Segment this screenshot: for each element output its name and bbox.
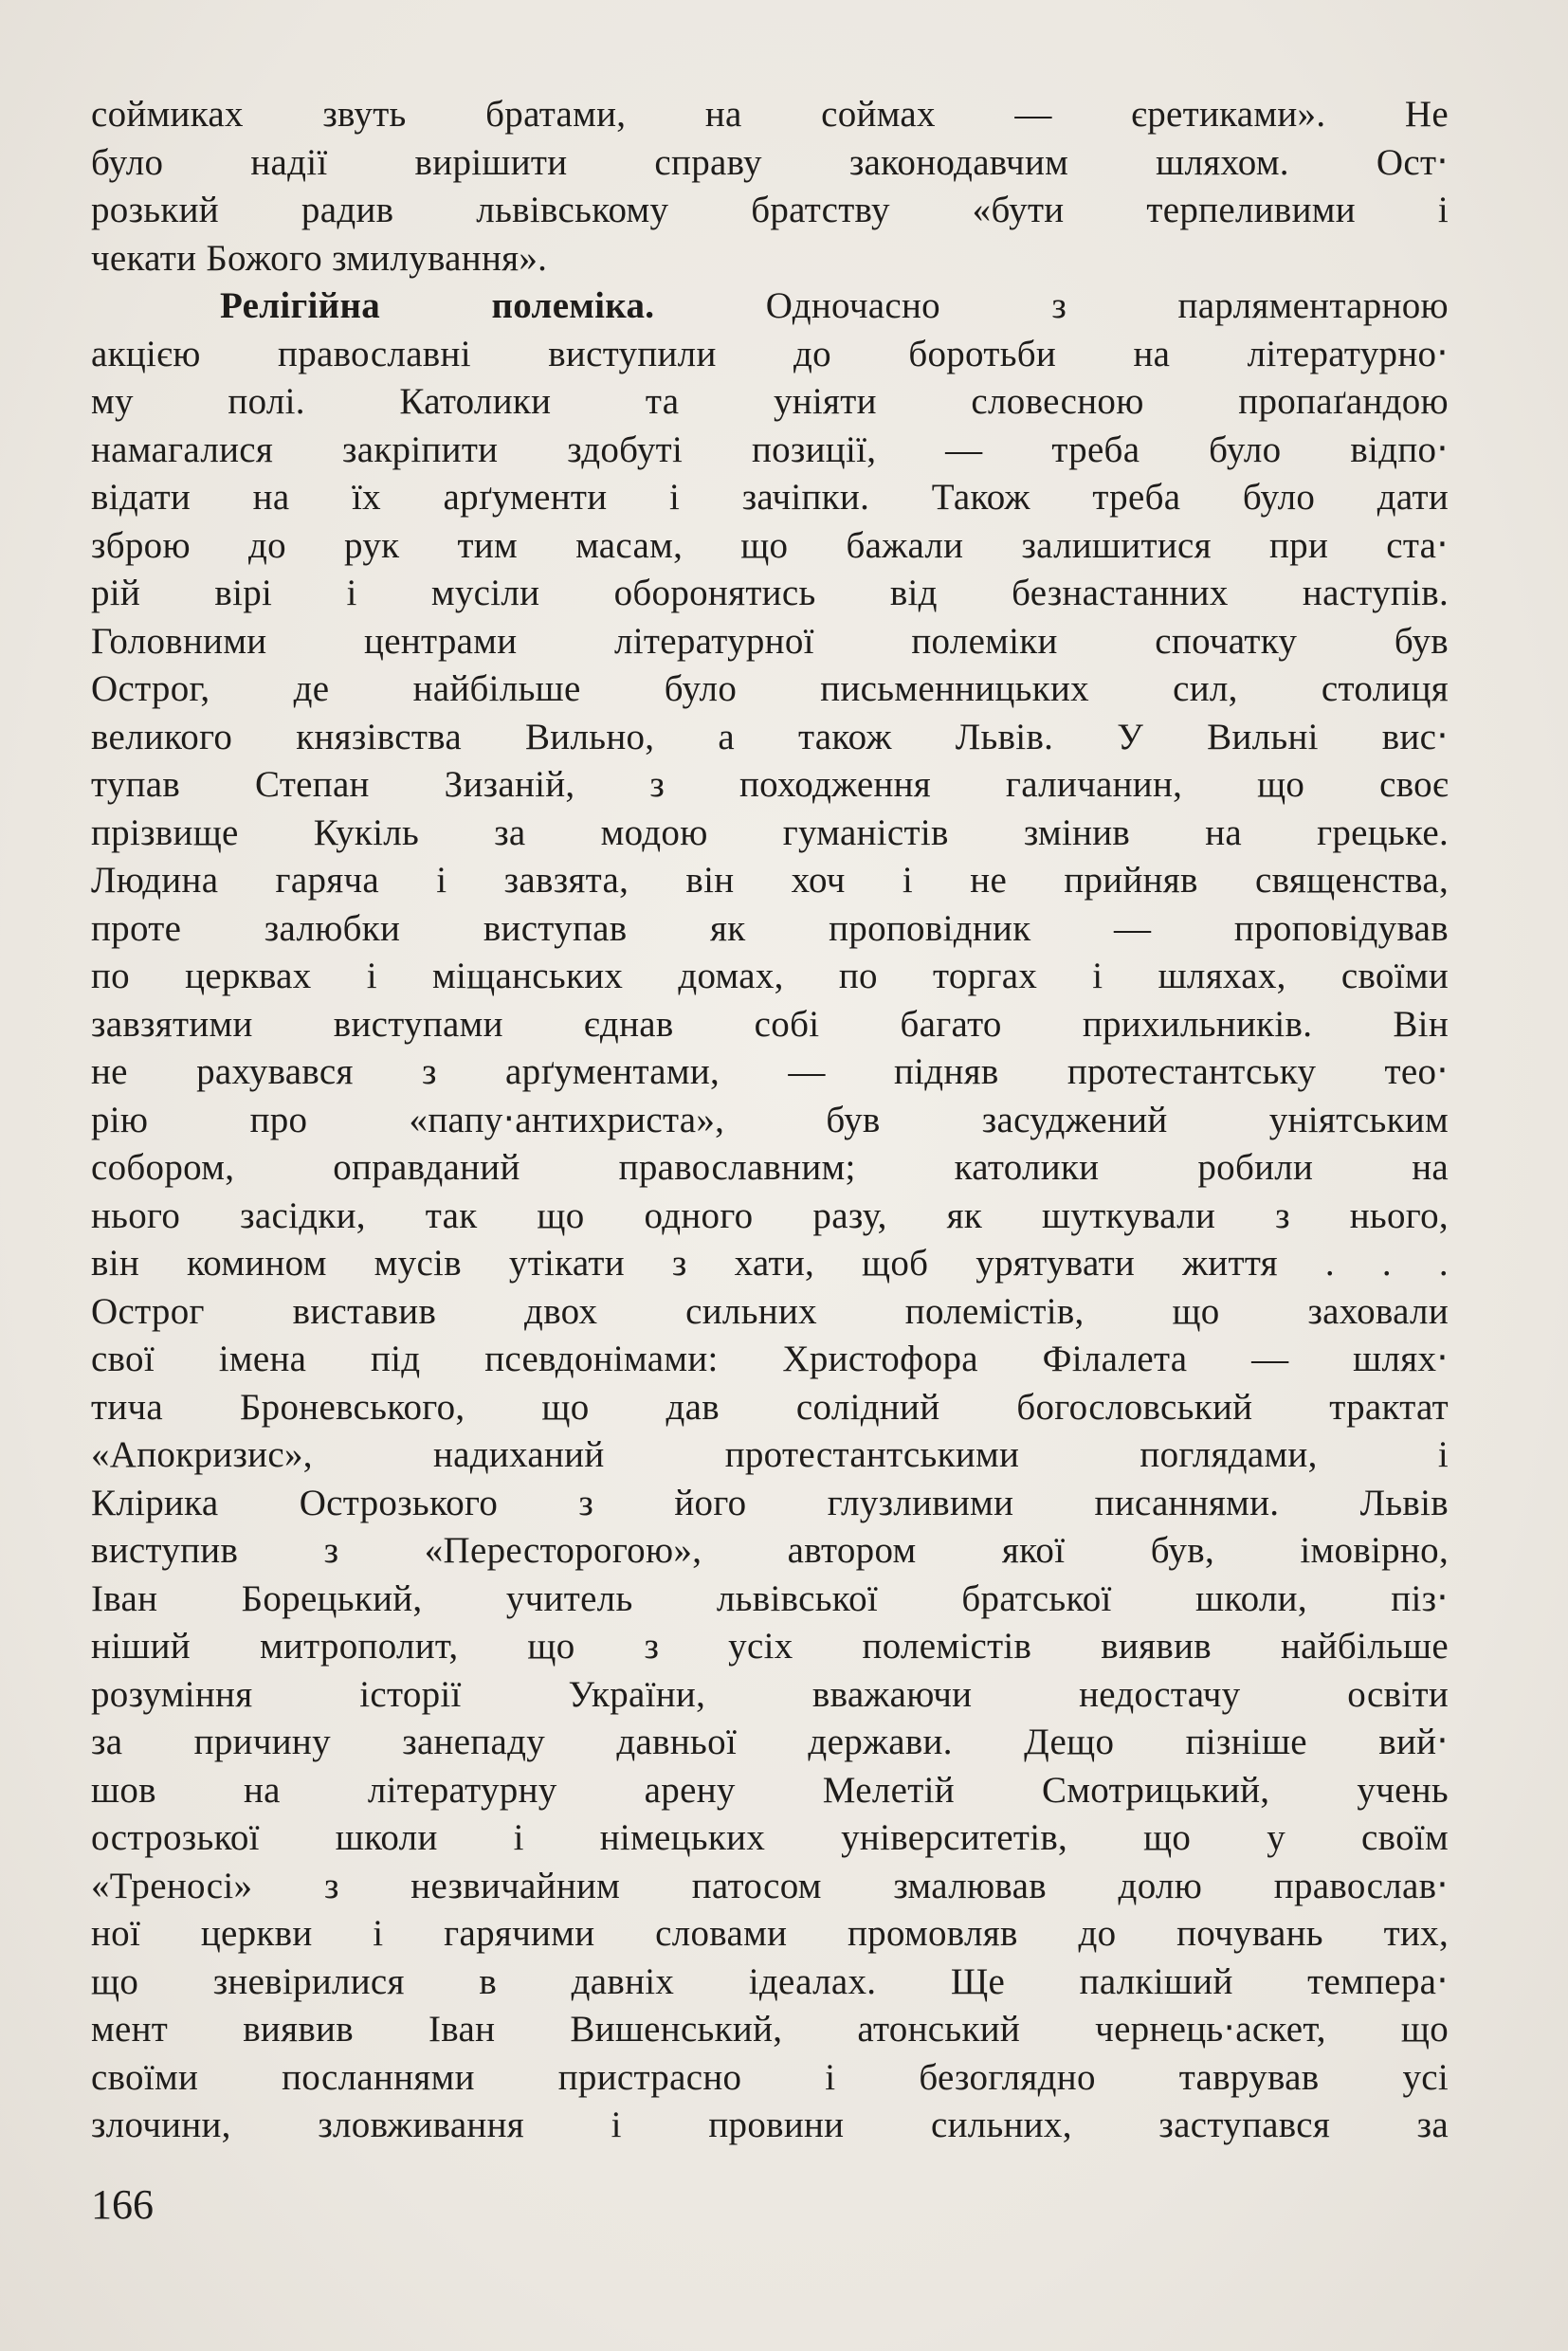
text-line: Одночасно з парляментарною bbox=[765, 285, 1449, 326]
text-line: «Апокризис», надиханий протестантськими поглядами, і bbox=[91, 1434, 1449, 1475]
text-line: соймиках звуть братами, на соймах — єретиками». Не bbox=[91, 94, 1449, 135]
text-line: свої імена під псевдонімами: Христофора Філалета — шлях‧ bbox=[91, 1339, 1449, 1379]
text-line: Іван Борецький, учитель львівської братської школи, піз‧ bbox=[91, 1577, 1449, 1619]
text-line: чекати Божого змилування». bbox=[91, 237, 548, 279]
text-line: було надії вирішити справу законодавчим шляхом. Ост‧ bbox=[91, 141, 1449, 183]
body-text bbox=[91, 91, 1449, 2150]
text-line: ніший митрополит, що з усіх полемістів виявив найбільше bbox=[91, 1626, 1449, 1667]
text-line: за причину занепаду давньої держави. Дещо пізніше вий‧ bbox=[91, 1722, 1449, 1762]
text-line: виступив з «Пересторогою», автором якої був, імовірно, bbox=[91, 1530, 1449, 1571]
text-line: розький радив львівському братству «бути терпеливими і bbox=[91, 190, 1449, 230]
text-line: злочини, зловживання і провини сильних, заступався за bbox=[91, 2105, 1449, 2145]
text-line: ної церкви і гарячими словами промовляв до почувань тих, bbox=[91, 1913, 1449, 1954]
text-line: Острог виставив двох сильних полемістів, що заховали bbox=[91, 1290, 1449, 1332]
paragraph-1 bbox=[91, 91, 1449, 282]
text-line: Острог, де найбільше було письменницьких сил, столиця bbox=[91, 668, 1449, 709]
text-line: «Треносі» з незвичайним патосом змалював долю православ‧ bbox=[91, 1865, 1449, 1906]
text-line: прізвище Кукіль за модою гуманістів змінив на грецьке. bbox=[91, 811, 1449, 853]
text-line: проте залюбки виступав як проповідник — проповідував bbox=[91, 907, 1449, 949]
text-line: острозької школи і німецьких університетів, що у своїм bbox=[91, 1817, 1449, 1858]
text-line: відати на їх арґументи і зачіпки. Також треба було дати bbox=[91, 477, 1449, 518]
text-line: він комином мусів утікати з хати, щоб урятувати життя . . . bbox=[91, 1243, 1449, 1284]
text-line: зброю до рук тим масам, що бажали залишитися при ста‧ bbox=[91, 524, 1449, 566]
text-line: му полі. Католики та уніяти словесною пропаґандою bbox=[91, 381, 1449, 422]
text-line: Клірика Острозького з його глузливими писаннями. Львів bbox=[91, 1482, 1449, 1523]
text-line: Людина гаряча і завзята, він хоч і не прийняв священства, bbox=[91, 860, 1449, 901]
text-line: рій вірі і мусіли оборонятись від безнастанних наступів. bbox=[91, 573, 1449, 613]
text-line: рію про «папу‧антихриста», був засуджений уніятським bbox=[91, 1099, 1449, 1140]
text-line: завзятими виступами єднав собі багато прихильників. Він bbox=[91, 1003, 1449, 1045]
text-line: нього засідки, так що одного разу, як шуткували з нього, bbox=[91, 1194, 1449, 1236]
paragraph-first-line bbox=[91, 282, 1449, 331]
text-line: що зневірилися в давніх ідеалах. Ще палкіший темпера‧ bbox=[91, 1960, 1449, 2002]
text-line: акцією православні виступили до боротьби на літературно‧ bbox=[91, 333, 1449, 374]
text-line: тупав Степан Зизаній, з походження галичанин, що своє bbox=[91, 764, 1449, 805]
text-line: мент виявив Іван Вишенський, атонський чернець‧аскет, що bbox=[91, 2009, 1449, 2050]
section-heading: Релігійна полеміка. bbox=[220, 285, 655, 326]
text-line: намагалися закріпити здобуті позиції, — треба було відпо‧ bbox=[91, 428, 1449, 470]
text-line: собором, оправданий православним; католики робили на bbox=[91, 1147, 1449, 1188]
text-line: шов на літературну арену Мелетій Смотрицький, учень bbox=[91, 1769, 1449, 1811]
text-line: своїми посланнями пристрасно і безоглядно таврував усі bbox=[91, 2056, 1449, 2098]
text-line: по церквах і міщанських домах, по торгах і шляхах, своїми bbox=[91, 956, 1449, 996]
text-line: не рахувався з арґументами, — підняв протестантську тео‧ bbox=[91, 1051, 1449, 1092]
page-number: 166 bbox=[91, 2181, 154, 2228]
text-line: тича Броневського, що дав солідний богословський трактат bbox=[91, 1386, 1449, 1428]
paragraph-2 bbox=[91, 282, 1449, 2150]
text-line: Головними центрами літературної полеміки спочатку був bbox=[91, 620, 1449, 662]
text-line: розуміння історії України, вважаючи недостачу освіти bbox=[91, 1673, 1449, 1715]
text-line: великого князівства Вильно, а також Львів. У Вильні вис‧ bbox=[91, 716, 1449, 757]
